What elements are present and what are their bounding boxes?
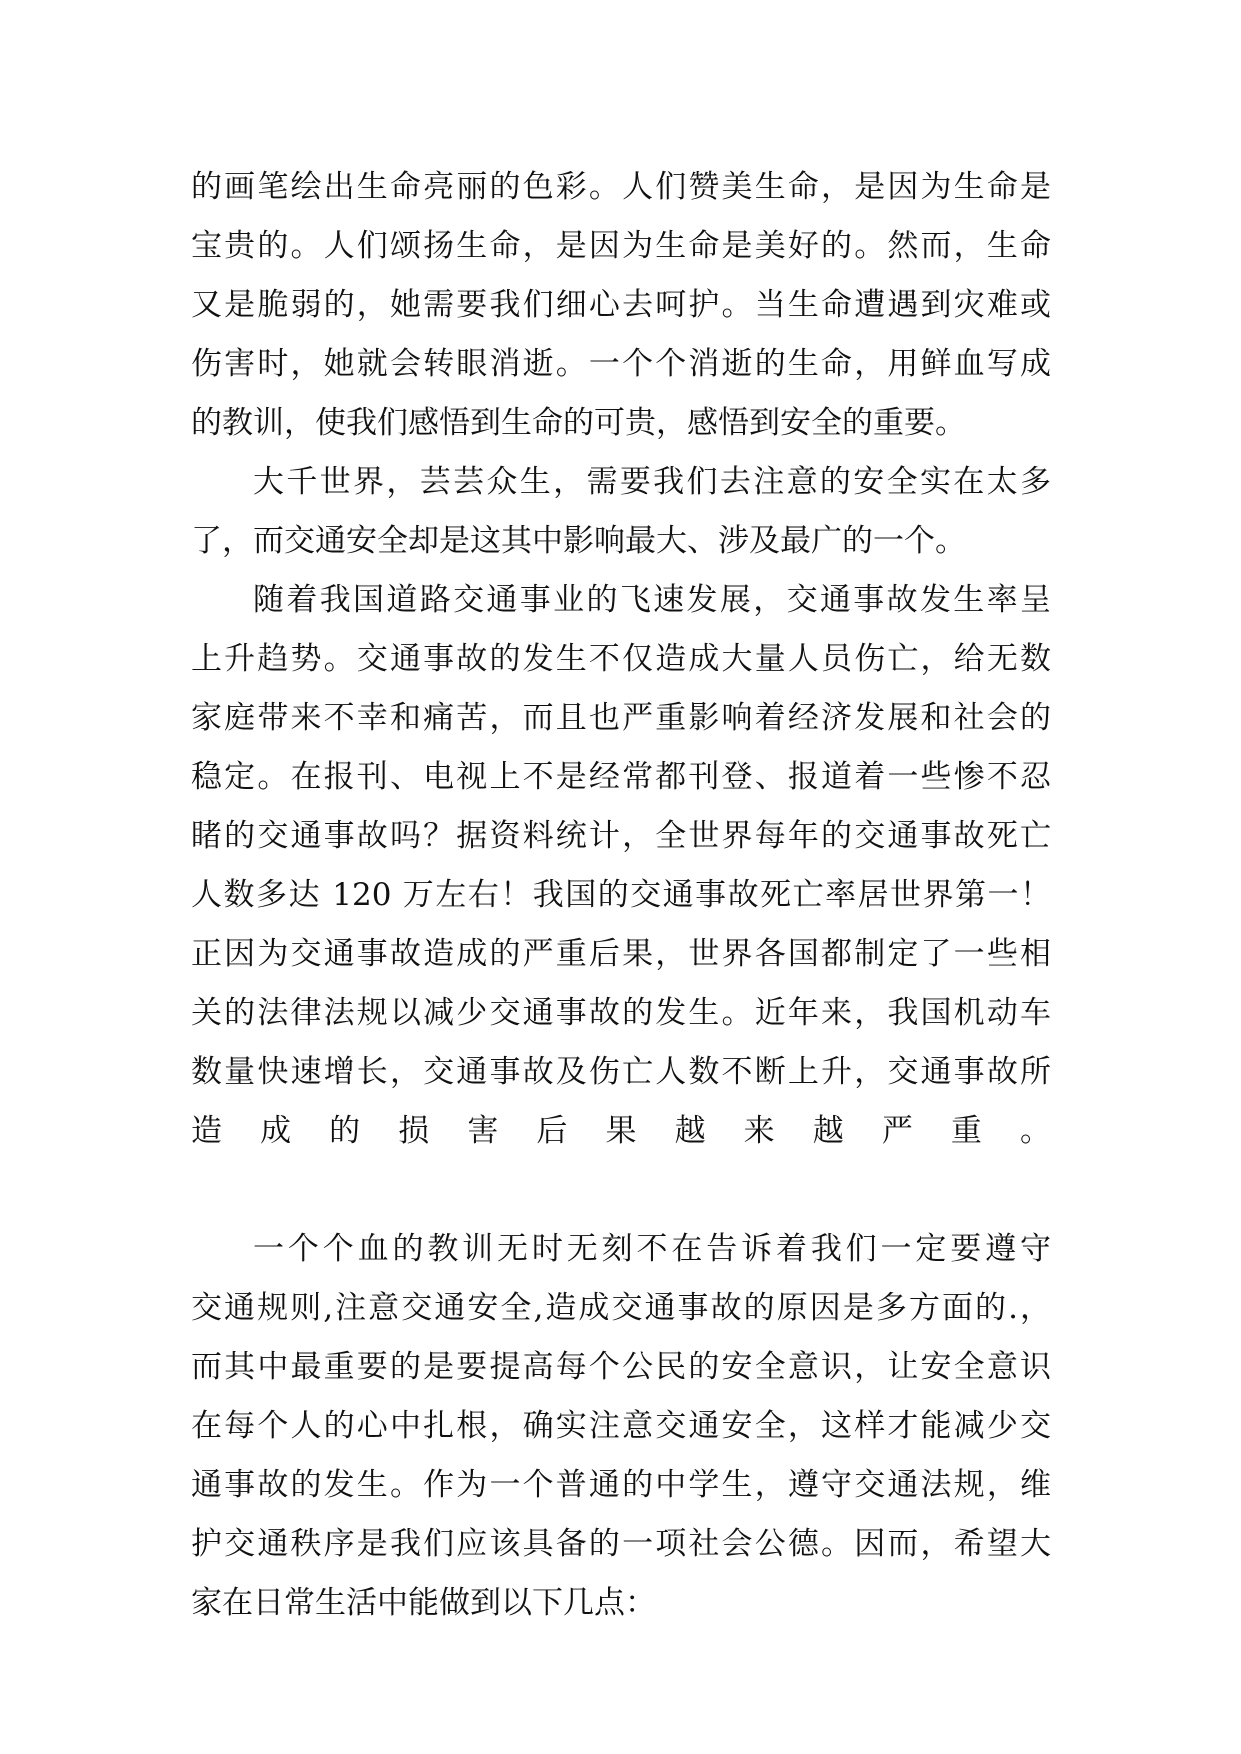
text-line: 正因为交通事故造成的严重后果，世界各国都制定了一些相: [191, 936, 1051, 972]
paragraph-3: [191, 571, 1051, 1220]
paragraph-4: [191, 1220, 1051, 1633]
text-line: 的画笔绘出生命亮丽的色彩。人们赞美生命，是因为生命是: [191, 169, 1051, 205]
text-line: 随着我国道路交通事业的飞速发展，交通事故发生率呈: [253, 582, 1051, 618]
text-line: 通事故的发生。作为一个普通的中学生，遵守交通法规，维: [191, 1467, 1051, 1503]
text-line: 而其中最重要的是要提高每个公民的安全意识，让安全意识: [191, 1349, 1051, 1385]
text-line: 家庭带来不幸和痛苦，而且也严重影响着经济发展和社会的: [191, 700, 1051, 736]
text-line: 一个个血的教训无时无刻不在告诉着我们一定要遵守: [253, 1231, 1051, 1267]
text-line: 又是脆弱的，她需要我们细心去呵护。当生命遭遇到灾难或: [191, 287, 1051, 323]
text-line: 伤害时，她就会转眼消逝。一个个消逝的生命，用鲜血写成: [191, 346, 1051, 382]
text-line: 睹的交通事故吗？据资料统计，全世界每年的交通事故死亡: [191, 818, 1051, 854]
paragraph-2: [191, 453, 1051, 571]
text-line: 稳定。在报刊、电视上不是经常都刊登、报道着一些惨不忍: [191, 759, 1051, 795]
text-line: 宝贵的。人们颂扬生命，是因为生命是美好的。然而，生命: [191, 228, 1051, 264]
text-line: 家在日常生活中能做到以下几点：: [191, 1585, 656, 1621]
text-line: 上升趋势。交通事故的发生不仅造成大量人员伤亡，给无数: [191, 641, 1051, 677]
text-line: 在每个人的心中扎根，确实注意交通安全，这样才能减少交: [191, 1408, 1051, 1444]
text-line: 数量快速增长，交通事故及伤亡人数不断上升，交通事故所: [191, 1054, 1051, 1090]
paragraph-1: [191, 158, 1051, 453]
document-body: [191, 158, 1051, 1633]
text-line: 了，而交通安全却是这其中影响最大、涉及最广的一个。: [191, 523, 966, 559]
text-line: 关的法律法规以减少交通事故的发生。近年来，我国机动车: [191, 995, 1051, 1031]
text-line: 人数多达 120 万左右！我国的交通事故死亡率居世界第一！: [191, 877, 1051, 913]
text-line: 的教训，使我们感悟到生命的可贵，感悟到安全的重要。: [191, 405, 966, 441]
text-line: 大千世界，芸芸众生，需要我们去注意的安全实在太多: [253, 464, 1051, 500]
text-line: 造成的损害后果越来越严重。: [191, 1113, 1051, 1149]
text-line: [191, 1161, 1051, 1220]
text-line: 交通规则,注意交通安全,造成交通事故的原因是多方面的.，: [191, 1290, 1051, 1326]
text-line: 护交通秩序是我们应该具备的一项社会公德。因而，希望大: [191, 1526, 1051, 1562]
